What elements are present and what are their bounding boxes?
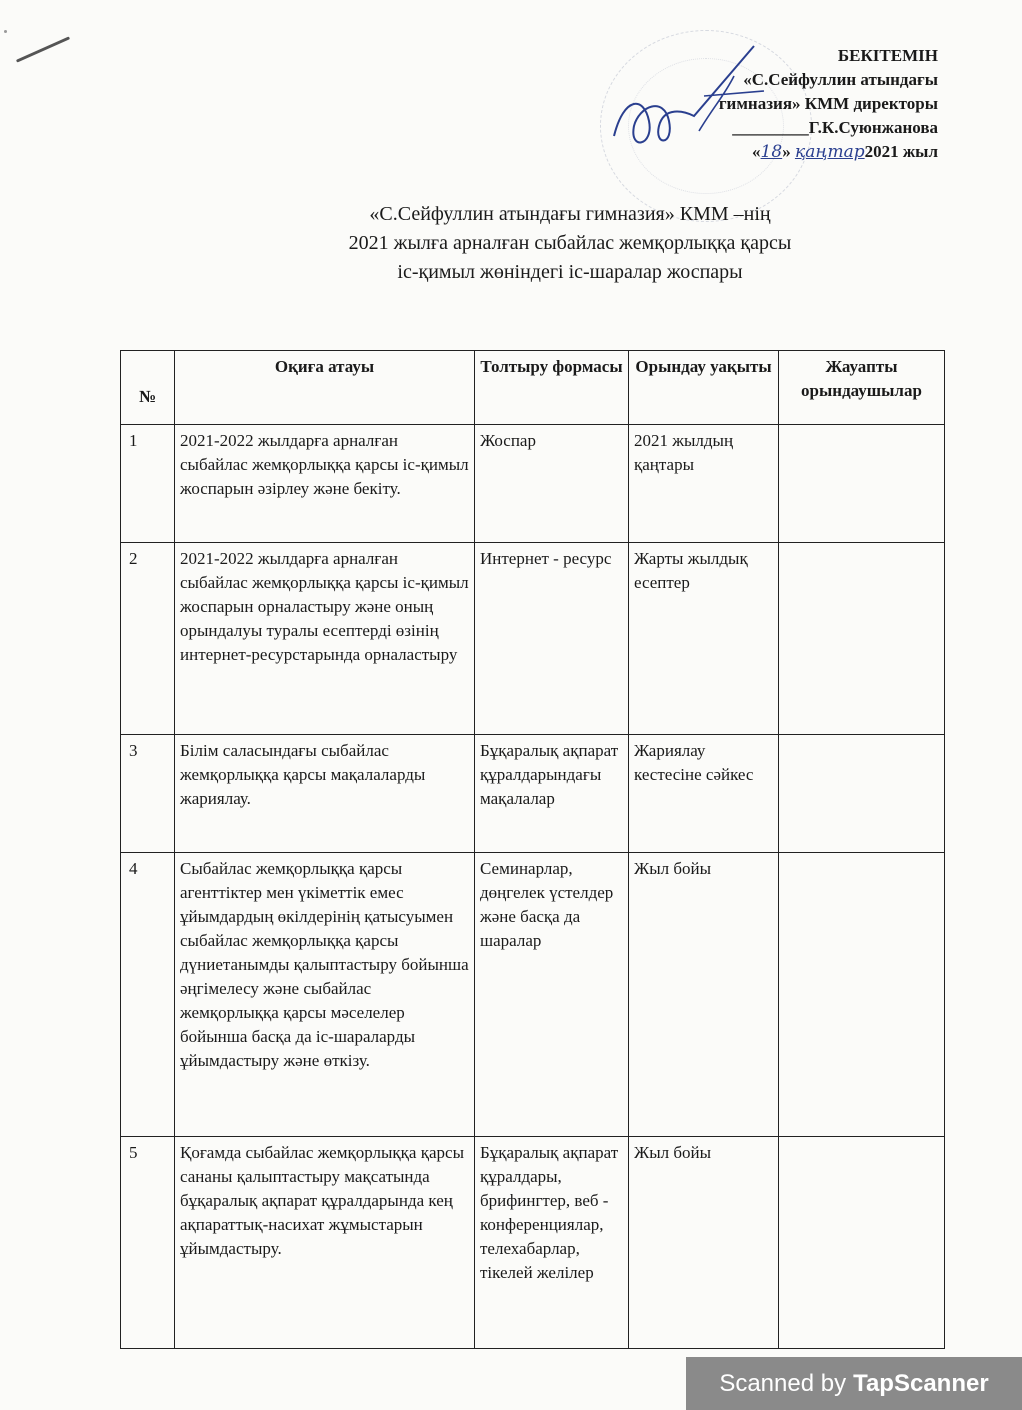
- scanner-watermark: [686, 1357, 1022, 1410]
- row-form: Бұқаралық ақпарат құралдары, брифингтер, веб - конференциялар, телехабарлар, тікелей желілер: [475, 1137, 629, 1349]
- row-event: Қоғамда сыбайлас жемқорлыққа қарсы сананы қалыптастыру мақсатында бұқаралық ақпарат құралдарында кең ақпараттық-насихат жұмыстарын ұйымдастыру.: [175, 1137, 475, 1349]
- row-responsible: [779, 425, 945, 543]
- row-deadline: Жыл бойы: [629, 853, 779, 1137]
- row-event: 2021-2022 жылдарға арналған сыбайлас жемқорлыққа қарсы іс-қимыл жоспарын әзірлеу және бекіту.: [175, 425, 475, 543]
- plan-table-wrapper: [120, 350, 944, 1349]
- table-row: [121, 853, 945, 1137]
- date-day: 18: [760, 142, 783, 162]
- header-deadline: Орындау уақыты: [629, 351, 779, 425]
- title-line-2: 2021 жылға арналған сыбайлас жемқорлыққа қарсы: [348, 232, 792, 254]
- approval-date: [719, 140, 938, 164]
- row-responsible: [779, 543, 945, 735]
- row-num: 1: [121, 425, 175, 543]
- table-row: [121, 735, 945, 853]
- row-event: Білім саласындағы сыбайлас жемқорлыққа қарсы мақалаларды жариялау.: [175, 735, 475, 853]
- table-row: [121, 1137, 945, 1349]
- approval-heading: БЕКІТЕМІН: [837, 46, 938, 65]
- row-responsible: [779, 1137, 945, 1349]
- row-responsible: [779, 853, 945, 1137]
- row-form: Интернет - ресурс: [475, 543, 629, 735]
- document-title: [0, 200, 1022, 287]
- date-open-quote: «: [752, 142, 761, 161]
- title-line-1: «С.Сейфуллин атындағы гимназия» КММ –нің: [369, 203, 771, 225]
- row-num: 2: [121, 543, 175, 735]
- row-event: Сыбайлас жемқорлыққа қарсы агенттіктер мен үкіметтік емес ұйымдардың өкілдерінің қатысуымен сыбайлас жемқорлыққа қарсы дүниетанымды қалыптастыру бойынша әңгімелесу және сыбайлас жемқорлыққа қарсы мәселелер бойынша басқа да іс-шараларды ұйымдастыру және өткізу.: [175, 853, 475, 1137]
- watermark-prefix: Scanned by: [719, 1369, 847, 1397]
- header-form: Толтыру формасы: [475, 351, 629, 425]
- row-num: 4: [121, 853, 175, 1137]
- scan-speck: [4, 30, 7, 33]
- row-event: 2021-2022 жылдарға арналған сыбайлас жемқорлыққа қарсы іс-қимыл жоспарын орналастыру және оның орындалуы туралы есептерді өзінің интернет-ресурстарында орналастыру: [175, 543, 475, 735]
- date-close-quote: »: [782, 142, 791, 161]
- plan-table: [120, 350, 945, 1349]
- watermark-brand: TapScanner: [853, 1369, 989, 1397]
- approval-block: [719, 44, 938, 164]
- row-responsible: [779, 735, 945, 853]
- row-form: Жоспар: [475, 425, 629, 543]
- row-num: 5: [121, 1137, 175, 1349]
- row-deadline: Жыл бойы: [629, 1137, 779, 1349]
- row-num: 3: [121, 735, 175, 853]
- table-row: [121, 543, 945, 735]
- row-form: Бұқаралық ақпарат құралдарындағы мақалалар: [475, 735, 629, 853]
- table-row: [121, 425, 945, 543]
- row-deadline: 2021 жылдың қаңтары: [629, 425, 779, 543]
- header-num: №: [121, 351, 175, 425]
- header-responsible: Жауапты орындаушылар: [779, 351, 945, 425]
- header-event: Оқиға атауы: [175, 351, 475, 425]
- approval-org-line-2: гимназия» КММ директоры: [718, 94, 938, 113]
- table-header-row: [121, 351, 945, 425]
- approval-director: _________Г.К.Суюнжанова: [732, 118, 938, 137]
- title-line-3: іс-қимыл жөніндегі іс-шаралар жоспары: [397, 261, 743, 283]
- row-deadline: Жарты жылдық есептер: [629, 543, 779, 735]
- row-deadline: Жариялау кестесіне сәйкес: [629, 735, 779, 853]
- row-form: Семинарлар, дөңгелек үстелдер және басқа да шаралар: [475, 853, 629, 1137]
- date-month: қаңтар: [794, 142, 865, 162]
- approval-org-line-1: «С.Сейфуллин атындағы: [743, 70, 938, 89]
- date-year: 2021 жыл: [864, 142, 938, 161]
- pen-mark: [16, 36, 70, 62]
